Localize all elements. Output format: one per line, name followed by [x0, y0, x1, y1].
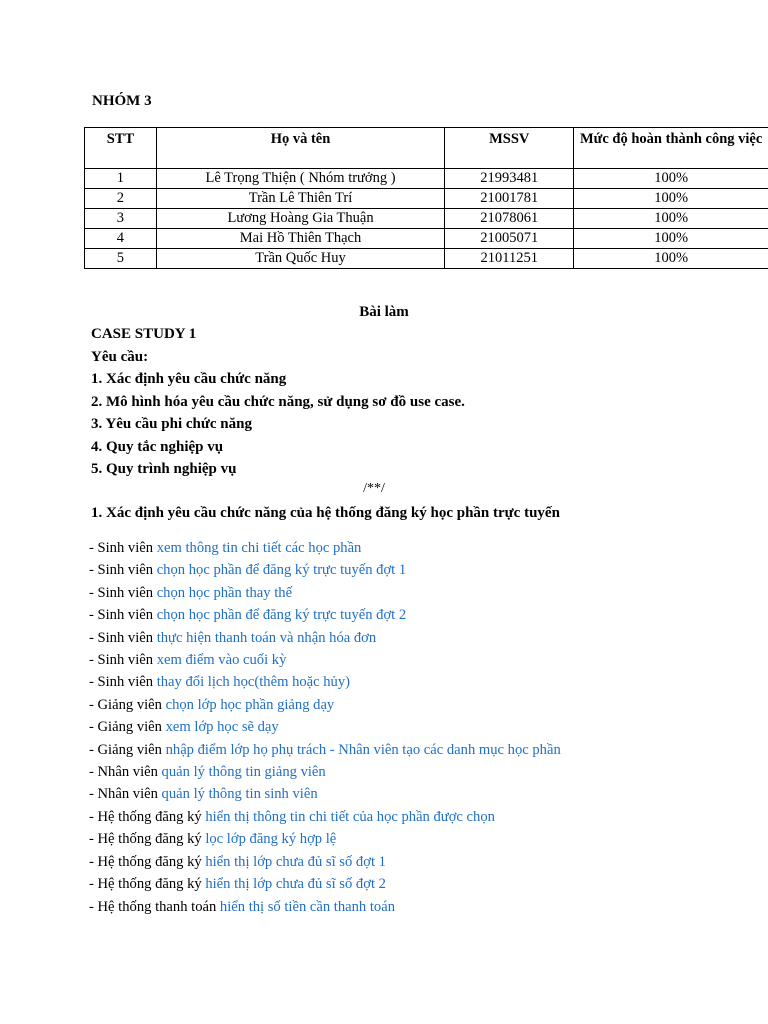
req-actor: - Giảng viên	[89, 741, 166, 758]
cell-stt: 2	[85, 189, 157, 209]
req-actor: - Hệ thống đăng ký	[89, 831, 206, 848]
table-row	[85, 169, 768, 189]
case-study-title: CASE STUDY 1	[91, 326, 197, 342]
list-item	[89, 896, 561, 918]
cell-mssv: 21011251	[445, 249, 574, 269]
req-action: chọn học phần để đăng ký trực tuyến đợt 1	[156, 562, 407, 579]
req-action: xem lớp học sẽ dạy	[165, 719, 279, 736]
header-name: Họ và tên	[156, 128, 444, 169]
req-actor: - Giảng viên	[89, 719, 166, 736]
req-actor: - Nhân viên	[89, 764, 162, 781]
list-item	[89, 716, 561, 738]
yeu-cau-item: 2. Mô hình hóa yêu cầu chức năng, sử dụng sơ đồ use case.	[91, 393, 465, 410]
req-actor: - Sinh viên	[89, 674, 157, 691]
req-action: lọc lớp đăng ký hợp lệ	[205, 831, 337, 848]
list-item	[89, 627, 561, 649]
list-item	[89, 559, 561, 581]
cell-completion: 100%	[574, 249, 768, 269]
cell-stt: 4	[85, 229, 157, 249]
cell-name: Trần Quốc Huy	[156, 249, 444, 269]
yeu-cau-item: 5. Quy trình nghiệp vụ	[91, 461, 237, 477]
req-actor: - Sinh viên	[89, 562, 157, 579]
list-item	[89, 537, 561, 559]
req-action: xem thông tin chi tiết các học phần	[156, 540, 362, 556]
list-item	[89, 851, 561, 873]
yeu-cau-item: 3. Yêu cầu phi chức năng	[91, 416, 252, 432]
section-1-heading: 1. Xác định yêu cầu chức năng của hệ thống đăng ký học phần trực tuyến	[91, 505, 560, 521]
req-actor: - Sinh viên	[89, 629, 157, 646]
list-item	[89, 806, 561, 828]
list-item	[89, 582, 561, 604]
cell-name: Lương Hoàng Gia Thuận	[156, 209, 444, 229]
req-action: chọn học phần thay thế	[156, 584, 293, 601]
case-study-block	[91, 323, 465, 481]
req-actor: - Sinh viên	[89, 540, 157, 556]
cell-stt: 1	[85, 169, 157, 189]
req-action: quản lý thông tin sinh viên	[161, 786, 318, 803]
cell-mssv: 21001781	[445, 189, 574, 209]
list-item	[89, 739, 561, 761]
header-mssv: MSSV	[445, 128, 574, 169]
table-row	[85, 229, 768, 249]
req-action: xem điểm vào cuối kỳ	[156, 652, 287, 669]
cell-name: Lê Trọng Thiện ( Nhóm trưởng )	[156, 169, 444, 189]
req-actor: - Hệ thống thanh toán	[89, 898, 220, 915]
req-actor: - Nhân viên	[89, 786, 162, 803]
req-action: quản lý thông tin giảng viên	[161, 764, 326, 781]
yeu-cau-item: 1. Xác định yêu cầu chức năng	[91, 371, 287, 387]
cell-name: Mai Hồ Thiên Thạch	[156, 229, 444, 249]
table-row	[85, 189, 768, 209]
list-item	[89, 604, 561, 626]
req-action: hiển thị số tiền cần thanh toán	[219, 898, 396, 915]
req-action: hiển thị thông tin chi tiết của học phần được chọn	[205, 808, 495, 825]
yeu-cau-label: Yêu cầu:	[91, 348, 149, 365]
req-actor: - Sinh viên	[89, 652, 157, 669]
requirements-list	[89, 537, 561, 918]
table-row	[85, 249, 768, 269]
req-action: hiển thị lớp chưa đủ sĩ số đợt 2	[205, 876, 386, 893]
req-actor: - Sinh viên	[89, 607, 157, 624]
yeu-cau-item: 4. Quy tắc nghiệp vụ	[91, 438, 224, 455]
req-action: nhập điểm lớp họ phụ trách - Nhân viên tạo các danh mục học phần	[165, 741, 561, 758]
req-action: chọn học phần để đăng ký trực tuyến đợt 2	[156, 607, 407, 624]
list-item	[89, 694, 561, 716]
header-completion: Mức độ hoàn thành công việc	[574, 128, 768, 169]
req-actor: - Sinh viên	[89, 584, 157, 601]
req-action: thay đổi lịch học(thêm hoặc hủy)	[156, 674, 351, 691]
list-item	[89, 649, 561, 671]
table-header-row	[85, 128, 768, 169]
req-action: chọn lớp học phần giảng dạy	[165, 696, 335, 713]
list-item	[89, 761, 561, 783]
separator: /**/	[363, 481, 385, 496]
header-stt: STT	[85, 128, 157, 169]
cell-mssv: 21078061	[445, 209, 574, 229]
list-item	[89, 828, 561, 850]
cell-stt: 5	[85, 249, 157, 269]
cell-completion: 100%	[574, 189, 768, 209]
table-row	[85, 209, 768, 229]
member-table	[84, 127, 768, 269]
list-item	[89, 671, 561, 693]
cell-completion: 100%	[574, 229, 768, 249]
cell-mssv: 21005071	[445, 229, 574, 249]
cell-completion: 100%	[574, 209, 768, 229]
cell-name: Trần Lê Thiên Trí	[156, 189, 444, 209]
cell-mssv: 21993481	[445, 169, 574, 189]
list-item	[89, 783, 561, 805]
bai-lam-heading: Bài làm	[359, 304, 409, 320]
req-action: thực hiện thanh toán và nhận hóa đơn	[156, 629, 377, 646]
req-actor: - Giảng viên	[89, 696, 166, 713]
group-title: NHÓM 3	[92, 93, 152, 109]
list-item	[89, 873, 561, 895]
cell-stt: 3	[85, 209, 157, 229]
req-action: hiển thị lớp chưa đủ sĩ số đợt 1	[205, 853, 386, 870]
req-actor: - Hệ thống đăng ký	[89, 853, 206, 870]
req-actor: - Hệ thống đăng ký	[89, 808, 206, 825]
cell-completion: 100%	[574, 169, 768, 189]
req-actor: - Hệ thống đăng ký	[89, 876, 206, 893]
